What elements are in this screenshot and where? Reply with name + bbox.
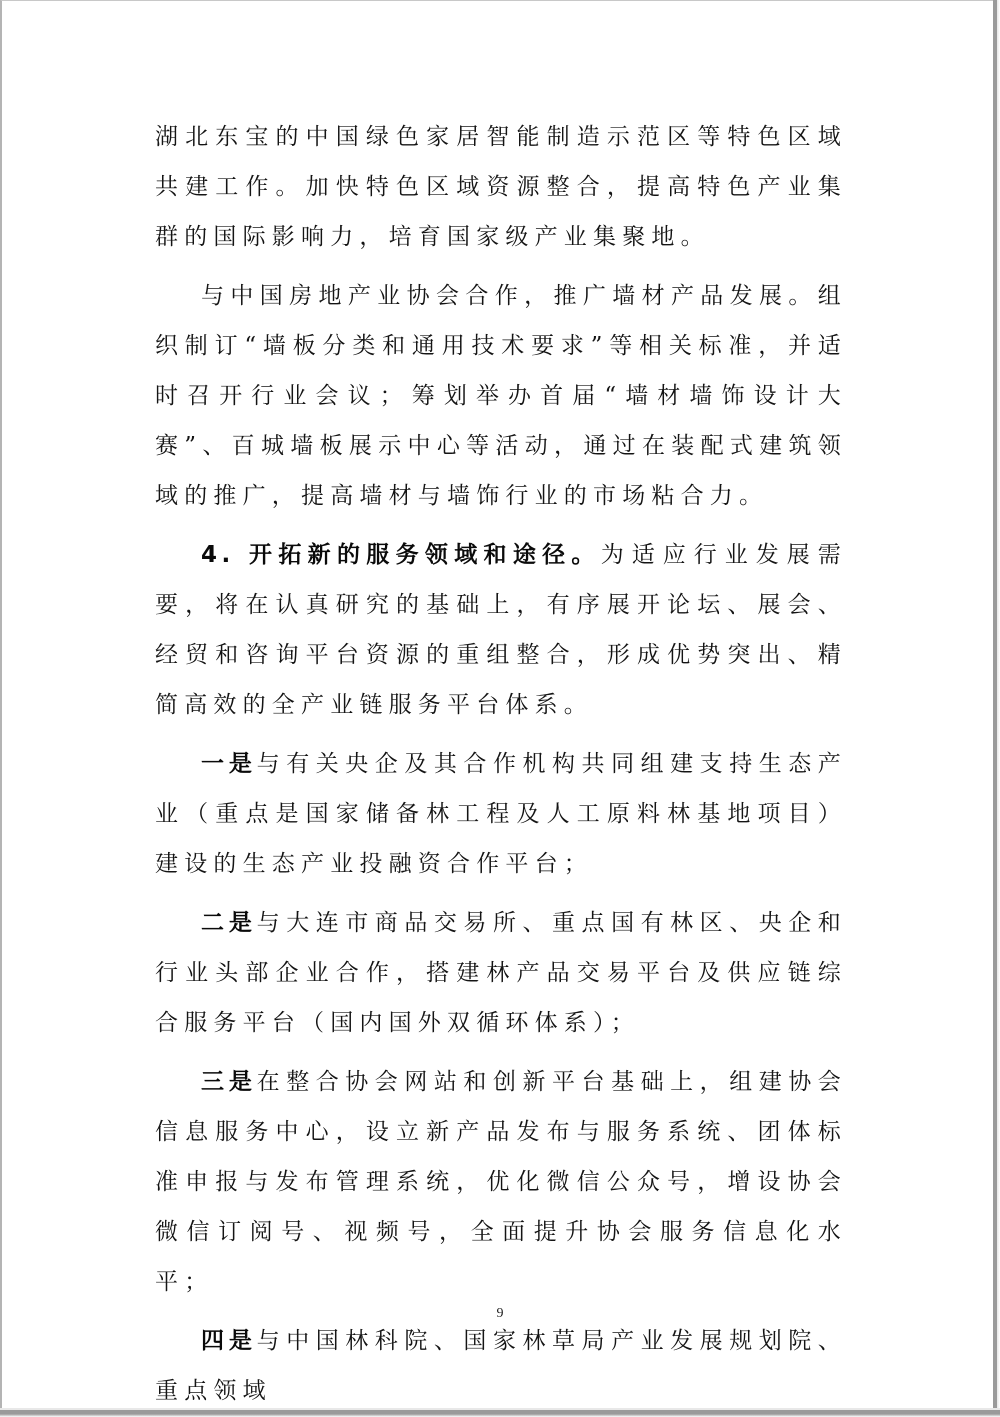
item-label: 四是 <box>201 1328 257 1354</box>
page-body <box>155 112 847 1416</box>
paragraph-wall-materials <box>155 271 847 521</box>
item-label: 一是 <box>201 751 257 777</box>
paragraph-new-services <box>155 530 847 730</box>
paragraph-text: 与中国房地产业协会合作，推广墙材产品发展。组织制订“墙板分类和通用技术要求”等相关标准，并适时召开行业会议；筹划举办首届“墙材墙饰设计大赛”、百城墙板展示中心等活动，通过在装配式建筑领域的推广，提高墙材与墙饰行业的市场粘合力。 <box>155 283 847 509</box>
paragraph-text: 与有关央企及其合作机构共同组建支持生态产业（重点是国家储备林工程及人工原料林基地项目）建设的生态产业投融资合作平台； <box>155 751 848 877</box>
paragraph-text: 与大连市商品交易所、重点国有林区、央企和行业头部企业合作，搭建林产品交易平台及供应链综合服务平台（国内国外双循环体系）； <box>155 910 848 1036</box>
item-label: 二是 <box>201 910 257 936</box>
paragraph-text: 湖北东宝的中国绿色家居智能制造示范区等特色区域共建工作。加快特色区域资源整合，提高特色产业集群的国际影响力，培育国家级产业集聚地。 <box>155 124 847 250</box>
paragraph-special-regions <box>155 112 847 262</box>
page-shadow-right <box>993 0 1000 1417</box>
paragraph-item-three <box>155 1057 847 1307</box>
paragraph-text: 与中国林科院、国家林草局产业发展规划院、重点领域 <box>155 1328 848 1404</box>
paragraph-text: 为适应行业发展需要，将在认真研究的基础上，有序展开论坛、展会、经贸和咨询平台资源的重组整合，形成优势突出、精简高效的全产业链服务平台体系。 <box>155 542 847 718</box>
item-label: 三是 <box>201 1069 257 1095</box>
paragraph-item-two <box>155 898 847 1048</box>
page-number: 9 <box>496 1306 504 1321</box>
paragraph-text: 在整合协会网站和创新平台基础上，组建协会信息服务中心，设立新产品发布与服务系统、团体标准申报与发布管理系统，优化微信公众号，增设协会微信订阅号、视频号，全面提升协会服务信息化水平； <box>155 1069 848 1295</box>
paragraph-item-one <box>155 739 847 889</box>
section-heading: 4. 开拓新的服务领域和途径。 <box>201 542 601 568</box>
paragraph-item-four <box>155 1316 847 1416</box>
